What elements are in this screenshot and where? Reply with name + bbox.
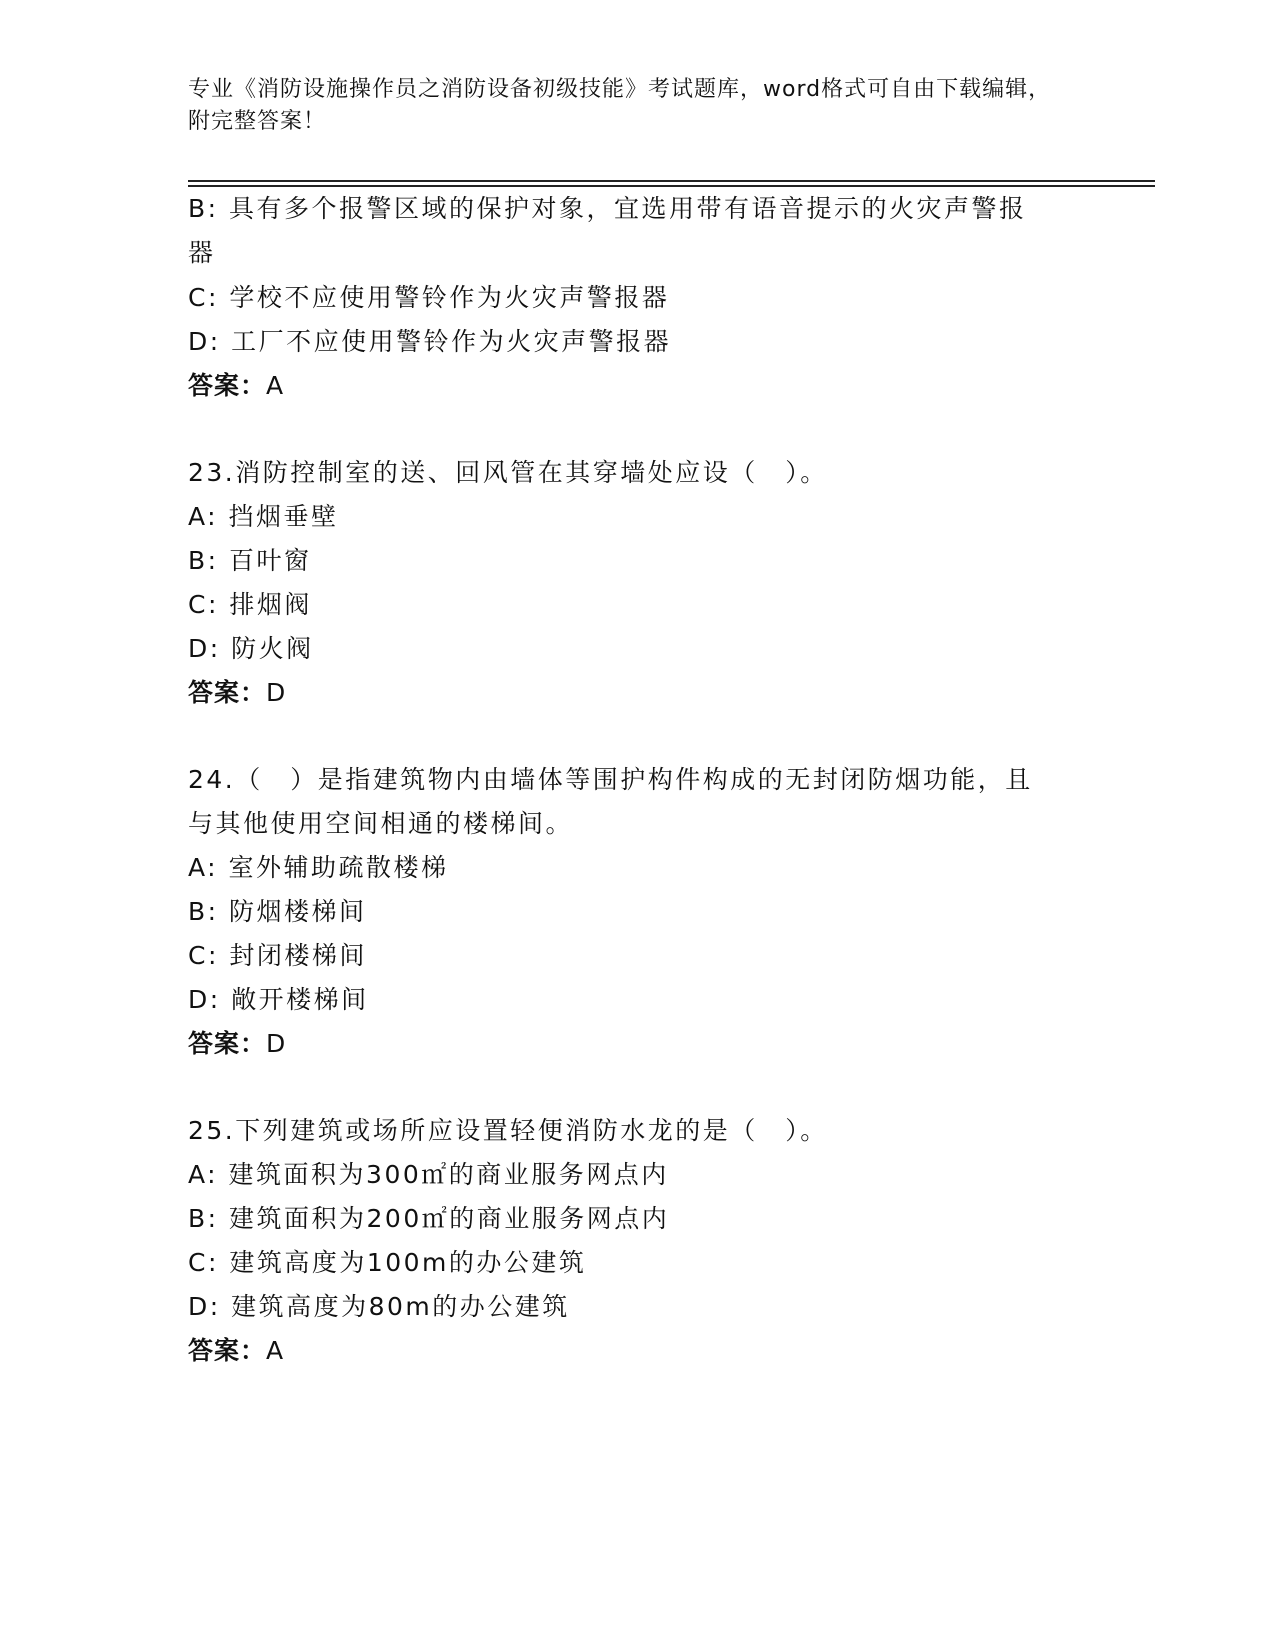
prev-option-b-continued: 器 <box>188 238 216 267</box>
prev-answer <box>188 368 284 404</box>
document-header: 专业《消防设施操作员之消防设备初级技能》考试题库，word格式可自由下载编辑，附完整答案！ <box>188 77 1052 134</box>
header-divider-top <box>188 180 1155 182</box>
prev-option-c: C: 学校不应使用警铃作为火灾声警报器 <box>188 283 670 312</box>
question-25-option-d: D: 建筑高度为80m的办公建筑 <box>188 1292 570 1321</box>
question-24-option-c: C: 封闭楼梯间 <box>188 941 367 970</box>
answer-value: A <box>266 371 285 400</box>
question-24-option-d: D: 敞开楼梯间 <box>188 985 369 1014</box>
question-25-option-b: B: 建筑面积为200㎡的商业服务网点内 <box>188 1204 670 1233</box>
question-24-stem: 24.（ ）是指建筑物内由墙体等围护构件构成的无封闭防烟功能，且 <box>188 765 1033 794</box>
question-24-option-a: A: 室外辅助疏散楼梯 <box>188 853 449 882</box>
question-23-option-c: C: 排烟阀 <box>188 590 312 619</box>
answer-value: A <box>266 1336 285 1365</box>
question-25-option-a: A: 建筑面积为300㎡的商业服务网点内 <box>188 1160 669 1189</box>
answer-value: D <box>266 678 287 707</box>
prev-option-d: D: 工厂不应使用警铃作为火灾声警报器 <box>188 327 672 356</box>
question-24-stem-continued: 与其他使用空间相通的楼梯间。 <box>188 809 574 838</box>
question-25-stem: 25.下列建筑或场所应设置轻便消防水龙的是（ ）。 <box>188 1116 828 1145</box>
question-25-option-c: C: 建筑高度为100m的办公建筑 <box>188 1248 587 1277</box>
answer-label: 答案： <box>188 1336 267 1365</box>
question-24-answer <box>188 1026 286 1062</box>
question-24-option-b: B: 防烟楼梯间 <box>188 897 367 926</box>
question-23-stem: 23.消防控制室的送、回风管在其穿墙处应设（ ）。 <box>188 458 828 487</box>
question-25-answer <box>188 1333 284 1369</box>
prev-option-b: B: 具有多个报警区域的保护对象，宜选用带有语音提示的火灾声警报 <box>188 194 1027 223</box>
question-23-option-d: D: 防火阀 <box>188 634 314 663</box>
answer-label: 答案： <box>188 678 267 707</box>
question-23-option-a: A: 挡烟垂壁 <box>188 502 339 531</box>
header-divider-bottom <box>188 185 1155 187</box>
answer-value: D <box>266 1029 287 1058</box>
question-23-answer <box>188 675 286 711</box>
answer-label: 答案： <box>188 1029 267 1058</box>
question-23-option-b: B: 百叶窗 <box>188 546 312 575</box>
answer-label: 答案： <box>188 371 267 400</box>
